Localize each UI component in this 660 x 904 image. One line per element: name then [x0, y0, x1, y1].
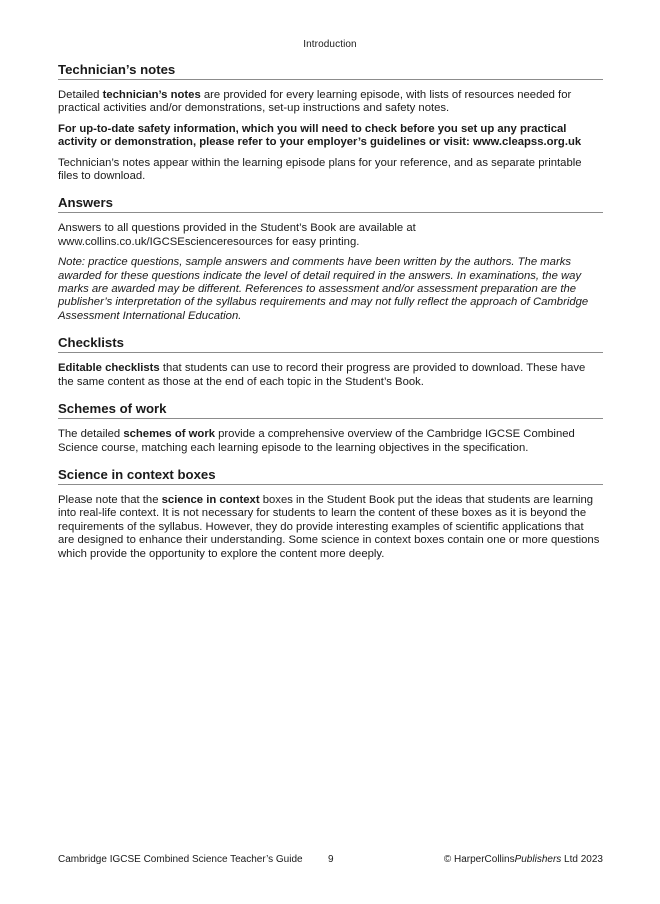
bold-term: Editable checklists [58, 362, 160, 375]
section-heading: Answers [58, 195, 603, 213]
text-run: Please note that the [58, 493, 162, 506]
paragraph [58, 89, 603, 116]
safety-paragraph: For up-to-date safety information, which you will need to check before you set up any practical activity or demonstration, please refer to your employer’s guidelines or visit: www.cleapss.org.uk [58, 122, 582, 149]
paragraph: Technician’s notes appear within the learning episode plans for your reference, and as separate printable files to download. [58, 156, 582, 183]
text-run: The detailed [58, 428, 124, 441]
bold-term: schemes of work [123, 428, 215, 441]
text-run: are provided for every learning episode, with lists of resources needed for practical activities and/or demonstrations, set-up instructions and safety notes. [58, 89, 572, 115]
page-number: 9 [328, 854, 334, 865]
note-paragraph: Note: practice questions, sample answers and comments have been written by the authors. The marks awarded for these questions indicate the level of detail required in the answers. In examinations, the way marks are awarded may be different. References to assessment and/or assessment preparation are the publisher’s interpretation of the syllabus requirements and may not fully reflect the approach of Cambridge Assessment International Education. [58, 256, 589, 322]
text-run: Detailed [58, 89, 103, 101]
section-heading: Science in context boxes [58, 467, 603, 485]
section-checklists [58, 335, 603, 389]
section-schemes-of-work [58, 401, 603, 455]
running-head: Introduction [303, 39, 357, 50]
section-answers [58, 195, 603, 323]
bold-term: science in context [161, 493, 260, 506]
paragraph: Answers to all questions provided in the Student’s Book are available at www.collins.co.uk/IGCSEscienceresources for easy printing. [58, 222, 416, 248]
paragraph [58, 362, 603, 389]
italic-run: Publishers [514, 854, 562, 865]
footer-title: Cambridge IGCSE Combined Science Teacher’s Guide [58, 854, 303, 865]
text-run: boxes in the Student Book put the ideas that students are learning into real-life context. It is not necessary for students to learn the content of these boxes as it is beyond the requirements of the syllabus. However, they do provide interesting examples of scientific applications that are designed to enhance their understanding. Some science in context boxes contain one or more questions which provide the opportunity to explore the content more deeply. [58, 493, 600, 560]
page-footer [58, 854, 603, 868]
paragraph [58, 494, 603, 561]
section-science-in-context [58, 467, 603, 561]
section-heading: Schemes of work [58, 401, 603, 419]
bold-term: technician’s notes [102, 89, 201, 101]
text-run: Ltd 2023 [561, 854, 603, 865]
section-heading: Technician’s notes [58, 62, 603, 80]
text-run: that students can use to record their progress are provided to download. These have the same content as those at the end of each topic in the Student’s Book. [58, 362, 586, 388]
page-content [58, 62, 603, 561]
copyright-notice [444, 854, 603, 865]
section-heading: Checklists [58, 335, 603, 353]
text-run: © HarperCollins [443, 854, 515, 865]
paragraph [58, 428, 603, 455]
section-technicians-notes [58, 62, 603, 183]
text-run: provide a comprehensive overview of the Cambridge IGCSE Combined Science course, matching each learning episode to the learning objectives in the specification. [58, 428, 575, 454]
